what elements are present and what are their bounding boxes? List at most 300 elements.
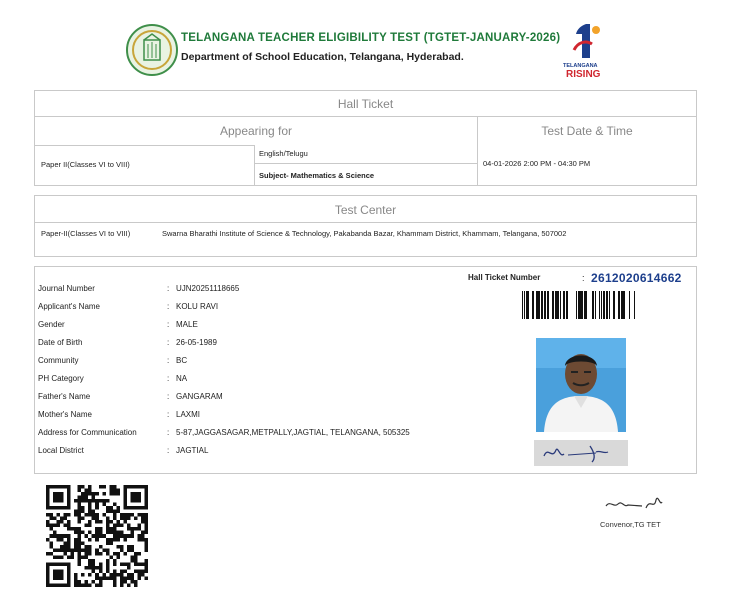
qr-module (88, 499, 92, 503)
qr-module (67, 555, 71, 559)
qr-module (46, 489, 50, 493)
qr-module (78, 513, 82, 517)
barcode-bar (555, 291, 557, 319)
barcode-bar (609, 291, 610, 319)
qr-module (95, 513, 99, 517)
barcode-bar (544, 291, 546, 319)
qr-module (46, 513, 50, 517)
qr-module (99, 580, 103, 584)
qr-module (134, 569, 138, 573)
qr-module (102, 499, 106, 503)
exam-title: TELANGANA TEACHER ELIGIBILITY TEST (TGTET-JANUARY-2026) (181, 32, 561, 44)
qr-module (106, 510, 110, 514)
qr-module (113, 492, 117, 496)
qr-module (92, 580, 96, 584)
qr-module (64, 524, 68, 528)
qr-module (134, 506, 138, 510)
test-center-section (34, 195, 697, 257)
subject-value: Subject- Mathematics & Science (259, 171, 375, 180)
qr-module (85, 513, 89, 517)
qr-module (116, 524, 120, 528)
qr-module (85, 545, 89, 549)
qr-module (120, 548, 124, 552)
qr-module (78, 517, 82, 521)
qr-module (134, 496, 138, 500)
qr-module (78, 527, 82, 531)
qr-module (144, 503, 148, 507)
qr-module (127, 562, 131, 566)
convenor-label: Convenor,TG TET (600, 520, 661, 529)
qr-module (78, 538, 82, 542)
colon: : (167, 284, 170, 293)
qr-module (95, 520, 99, 524)
qr-module (92, 517, 96, 521)
barcode-bar (603, 291, 604, 319)
qr-module (106, 552, 110, 556)
qr-module (130, 573, 134, 577)
barcode-bar (538, 291, 540, 319)
qr-module (78, 485, 82, 489)
qr-module (116, 489, 120, 493)
qr-module (57, 576, 61, 580)
detail-label: PH Category (38, 374, 84, 383)
qr-module (141, 520, 145, 524)
qr-module (120, 576, 124, 580)
qr-module (144, 538, 148, 542)
qr-module (113, 489, 117, 493)
divider (35, 222, 696, 223)
qr-module (67, 524, 71, 528)
qr-module (74, 583, 78, 587)
qr-module (64, 548, 68, 552)
qr-module (53, 562, 57, 566)
qr-module (116, 534, 120, 538)
test-date-time-label: Test Date & Time (541, 124, 633, 138)
qr-module (85, 499, 89, 503)
qr-module (95, 499, 99, 503)
detail-value: KOLU RAVI (176, 302, 219, 311)
qr-module (88, 552, 92, 556)
qr-module (102, 503, 106, 507)
qr-module (130, 492, 134, 496)
qr-module (106, 517, 110, 521)
paper-name: Paper II(Classes VI to VIII) (41, 160, 130, 169)
qr-module (53, 485, 57, 489)
qr-module (88, 573, 92, 577)
qr-module (71, 527, 75, 531)
qr-module (99, 569, 103, 573)
qr-module (64, 562, 68, 566)
telangana-emblem-logo (126, 24, 178, 76)
qr-module (144, 545, 148, 549)
barcode-bar (629, 291, 630, 319)
qr-module (130, 559, 134, 563)
detail-value: 26-05-1989 (176, 338, 217, 347)
qr-module (57, 555, 61, 559)
qr-module (116, 538, 120, 542)
qr-module (88, 538, 92, 542)
qr-module (141, 534, 145, 538)
qr-module (106, 562, 110, 566)
qr-module (137, 485, 141, 489)
barcode-bar (595, 291, 596, 319)
qr-module (74, 527, 78, 531)
qr-module (137, 496, 141, 500)
qr-module (67, 541, 71, 545)
qr-module (92, 513, 96, 517)
qr-module (134, 562, 138, 566)
colon: : (167, 428, 170, 437)
qr-module (67, 545, 71, 549)
qr-module (57, 569, 61, 573)
qr-module (137, 524, 141, 528)
qr-module (53, 499, 57, 503)
qr-module (71, 555, 75, 559)
qr-module (67, 580, 71, 584)
qr-module (127, 527, 131, 531)
qr-module (123, 485, 127, 489)
qr-module (85, 555, 89, 559)
language-value: English/Telugu (259, 149, 308, 158)
qr-module (67, 548, 71, 552)
qr-module (123, 492, 127, 496)
qr-module (88, 506, 92, 510)
qr-module (99, 499, 103, 503)
qr-module (113, 562, 117, 566)
qr-module (81, 496, 85, 500)
qr-module (78, 548, 82, 552)
qr-module (78, 489, 82, 493)
barcode-bar (619, 291, 620, 319)
qr-module (113, 559, 117, 563)
qr-module (81, 555, 85, 559)
barcode-bar (579, 291, 581, 319)
qr-module (50, 527, 54, 531)
qr-module (134, 517, 138, 521)
qr-module (88, 566, 92, 570)
barcode-bar (578, 291, 579, 319)
colon: : (167, 320, 170, 329)
qr-module (50, 517, 54, 521)
qr-module (123, 552, 127, 556)
qr-module (95, 548, 99, 552)
qr-module (53, 555, 57, 559)
colon: : (167, 356, 170, 365)
barcode-bar (557, 291, 559, 319)
qr-module (60, 548, 64, 552)
qr-module (144, 485, 148, 489)
qr-module (64, 517, 68, 521)
qr-module (57, 485, 61, 489)
qr-module (120, 524, 124, 528)
detail-label: Community (38, 356, 79, 365)
qr-module (144, 562, 148, 566)
qr-module (57, 573, 61, 577)
qr-module (92, 566, 96, 570)
qr-module (123, 569, 127, 573)
qr-module (53, 506, 57, 510)
barcode-bar (576, 291, 577, 319)
qr-module (144, 499, 148, 503)
qr-module (78, 499, 82, 503)
qr-module (99, 527, 103, 531)
qr-module (99, 520, 103, 524)
qr-module (81, 492, 85, 496)
qr-module (134, 583, 138, 587)
qr-module (134, 552, 138, 556)
qr-module (60, 545, 64, 549)
qr-module (109, 485, 113, 489)
qr-module (141, 538, 145, 542)
qr-module (120, 583, 124, 587)
qr-module (88, 545, 92, 549)
qr-module (109, 520, 113, 524)
qr-module (78, 534, 82, 538)
qr-module (88, 548, 92, 552)
qr-module (92, 562, 96, 566)
qr-module (57, 496, 61, 500)
qr-module (137, 534, 141, 538)
qr-module (67, 534, 71, 538)
qr-module (50, 506, 54, 510)
qr-module (109, 541, 113, 545)
qr-module (106, 576, 110, 580)
qr-module (137, 492, 141, 496)
qr-module (102, 576, 106, 580)
qr-module (137, 538, 141, 542)
qr-module (50, 545, 54, 549)
qr-module (123, 517, 127, 521)
qr-module (71, 548, 75, 552)
qr-module (120, 569, 124, 573)
qr-module (60, 517, 64, 521)
qr-module (113, 503, 117, 507)
qr-module (127, 517, 131, 521)
qr-module (141, 562, 145, 566)
qr-module (137, 552, 141, 556)
qr-module (99, 552, 103, 556)
qr-module (57, 506, 61, 510)
qr-module (127, 534, 131, 538)
qr-module (88, 503, 92, 507)
qr-module (85, 580, 89, 584)
qr-module (144, 506, 148, 510)
qr-module (46, 503, 50, 507)
qr-module (64, 552, 68, 556)
qr-module (95, 492, 99, 496)
divider (254, 145, 255, 185)
qr-module (137, 513, 141, 517)
detail-label: Date of Birth (38, 338, 83, 347)
qr-module (123, 496, 127, 500)
colon: : (167, 446, 170, 455)
qr-module (46, 485, 50, 489)
detail-value: NA (176, 374, 188, 383)
qr-module (67, 489, 71, 493)
barcode (522, 291, 640, 319)
detail-label: Address for Communication (38, 428, 137, 437)
qr-module (120, 573, 124, 577)
qr-module (123, 489, 127, 493)
qr-module (99, 534, 103, 538)
qr-module (67, 538, 71, 542)
qr-module (74, 538, 78, 542)
qr-module (46, 569, 50, 573)
qr-module (88, 583, 92, 587)
test-date-time-value: 04-01-2026 2:00 PM - 04:30 PM (483, 159, 591, 168)
qr-module (116, 555, 120, 559)
qr-module (130, 576, 134, 580)
qr-module (134, 499, 138, 503)
qr-code (46, 485, 148, 587)
qr-module (144, 520, 148, 524)
qr-module (127, 583, 131, 587)
qr-module (130, 496, 134, 500)
qr-module (64, 485, 68, 489)
qr-module (106, 524, 110, 528)
qr-module (85, 489, 89, 493)
qr-module (53, 569, 57, 573)
qr-module (106, 527, 110, 531)
qr-module (95, 517, 99, 521)
barcode-bar (537, 291, 538, 319)
qr-module (88, 562, 92, 566)
qr-module (130, 499, 134, 503)
qr-module (46, 562, 50, 566)
qr-module (53, 583, 57, 587)
qr-module (81, 573, 85, 577)
barcode-bar (584, 291, 585, 319)
qr-module (78, 520, 82, 524)
qr-module (123, 534, 127, 538)
detail-value: 5-87,JAGGASAGAR,METPALLY,JAGTIAL, TELANGANA, 505325 (176, 428, 410, 437)
qr-module (67, 496, 71, 500)
qr-module (67, 499, 71, 503)
qr-module (57, 562, 61, 566)
barcode-bar (582, 291, 583, 319)
qr-module (88, 524, 92, 528)
qr-module (46, 520, 50, 524)
test-center-address: Swarna Bharathi Institute of Science & Technology, Pakabanda Bazar, Khammam District, Khammam, Telangana, 507002 (162, 229, 567, 238)
qr-module (74, 513, 78, 517)
qr-module (106, 520, 110, 524)
qr-module (95, 566, 99, 570)
qr-module (78, 545, 82, 549)
detail-value: UJN20251118665 (176, 284, 240, 293)
qr-module (116, 510, 120, 514)
qr-module (46, 492, 50, 496)
qr-module (81, 583, 85, 587)
barcode-bar (581, 291, 582, 319)
qr-module (46, 524, 50, 528)
qr-module (74, 499, 78, 503)
qr-module (99, 562, 103, 566)
qr-module (123, 538, 127, 542)
qr-module (144, 531, 148, 535)
qr-module (60, 506, 64, 510)
qr-module (50, 552, 54, 556)
qr-module (113, 527, 117, 531)
qr-module (144, 517, 148, 521)
qr-module (81, 541, 85, 545)
qr-module (88, 485, 92, 489)
qr-module (60, 562, 64, 566)
qr-module (67, 485, 71, 489)
qr-module (102, 548, 106, 552)
detail-label: Mother's Name (38, 410, 92, 419)
barcode-bar (606, 291, 608, 319)
qr-module (113, 569, 117, 573)
qr-module (130, 531, 134, 535)
colon: : (167, 410, 170, 419)
qr-module (127, 524, 131, 528)
barcode-bar (527, 291, 529, 319)
qr-module (99, 485, 103, 489)
colon: : (167, 302, 170, 311)
qr-module (120, 534, 124, 538)
qr-module (137, 569, 141, 573)
barcode-bar (585, 291, 587, 319)
barcode-bar (634, 291, 635, 319)
qr-module (134, 580, 138, 584)
qr-module (67, 527, 71, 531)
qr-module (106, 541, 110, 545)
qr-module (95, 534, 99, 538)
qr-module (113, 576, 117, 580)
qr-module (95, 552, 99, 556)
qr-module (137, 576, 141, 580)
qr-module (137, 506, 141, 510)
barcode-bar (532, 291, 534, 319)
qr-module (116, 573, 120, 577)
qr-module (113, 531, 117, 535)
applicant-photo (536, 338, 626, 432)
barcode-bar (547, 291, 549, 319)
qr-module (127, 545, 131, 549)
qr-module (127, 548, 131, 552)
qr-module (46, 506, 50, 510)
qr-module (50, 524, 54, 528)
qr-module (99, 545, 103, 549)
qr-module (109, 492, 113, 496)
applicant-signature (534, 440, 628, 466)
qr-module (113, 517, 117, 521)
qr-module (81, 548, 85, 552)
qr-module (144, 541, 148, 545)
qr-module (81, 517, 85, 521)
qr-module (53, 548, 57, 552)
qr-module (92, 492, 96, 496)
qr-module (88, 531, 92, 535)
qr-module (53, 573, 57, 577)
qr-module (92, 534, 96, 538)
detail-value: BC (176, 356, 188, 365)
qr-module (144, 496, 148, 500)
qr-module (141, 513, 145, 517)
qr-module (92, 496, 96, 500)
qr-module (113, 573, 117, 577)
qr-module (78, 503, 82, 507)
qr-module (144, 513, 148, 517)
qr-module (123, 513, 127, 517)
qr-module (95, 573, 99, 577)
divider (35, 145, 255, 146)
qr-module (46, 580, 50, 584)
qr-module (60, 485, 64, 489)
qr-module (144, 576, 148, 580)
qr-module (64, 513, 68, 517)
qr-module (95, 527, 99, 531)
